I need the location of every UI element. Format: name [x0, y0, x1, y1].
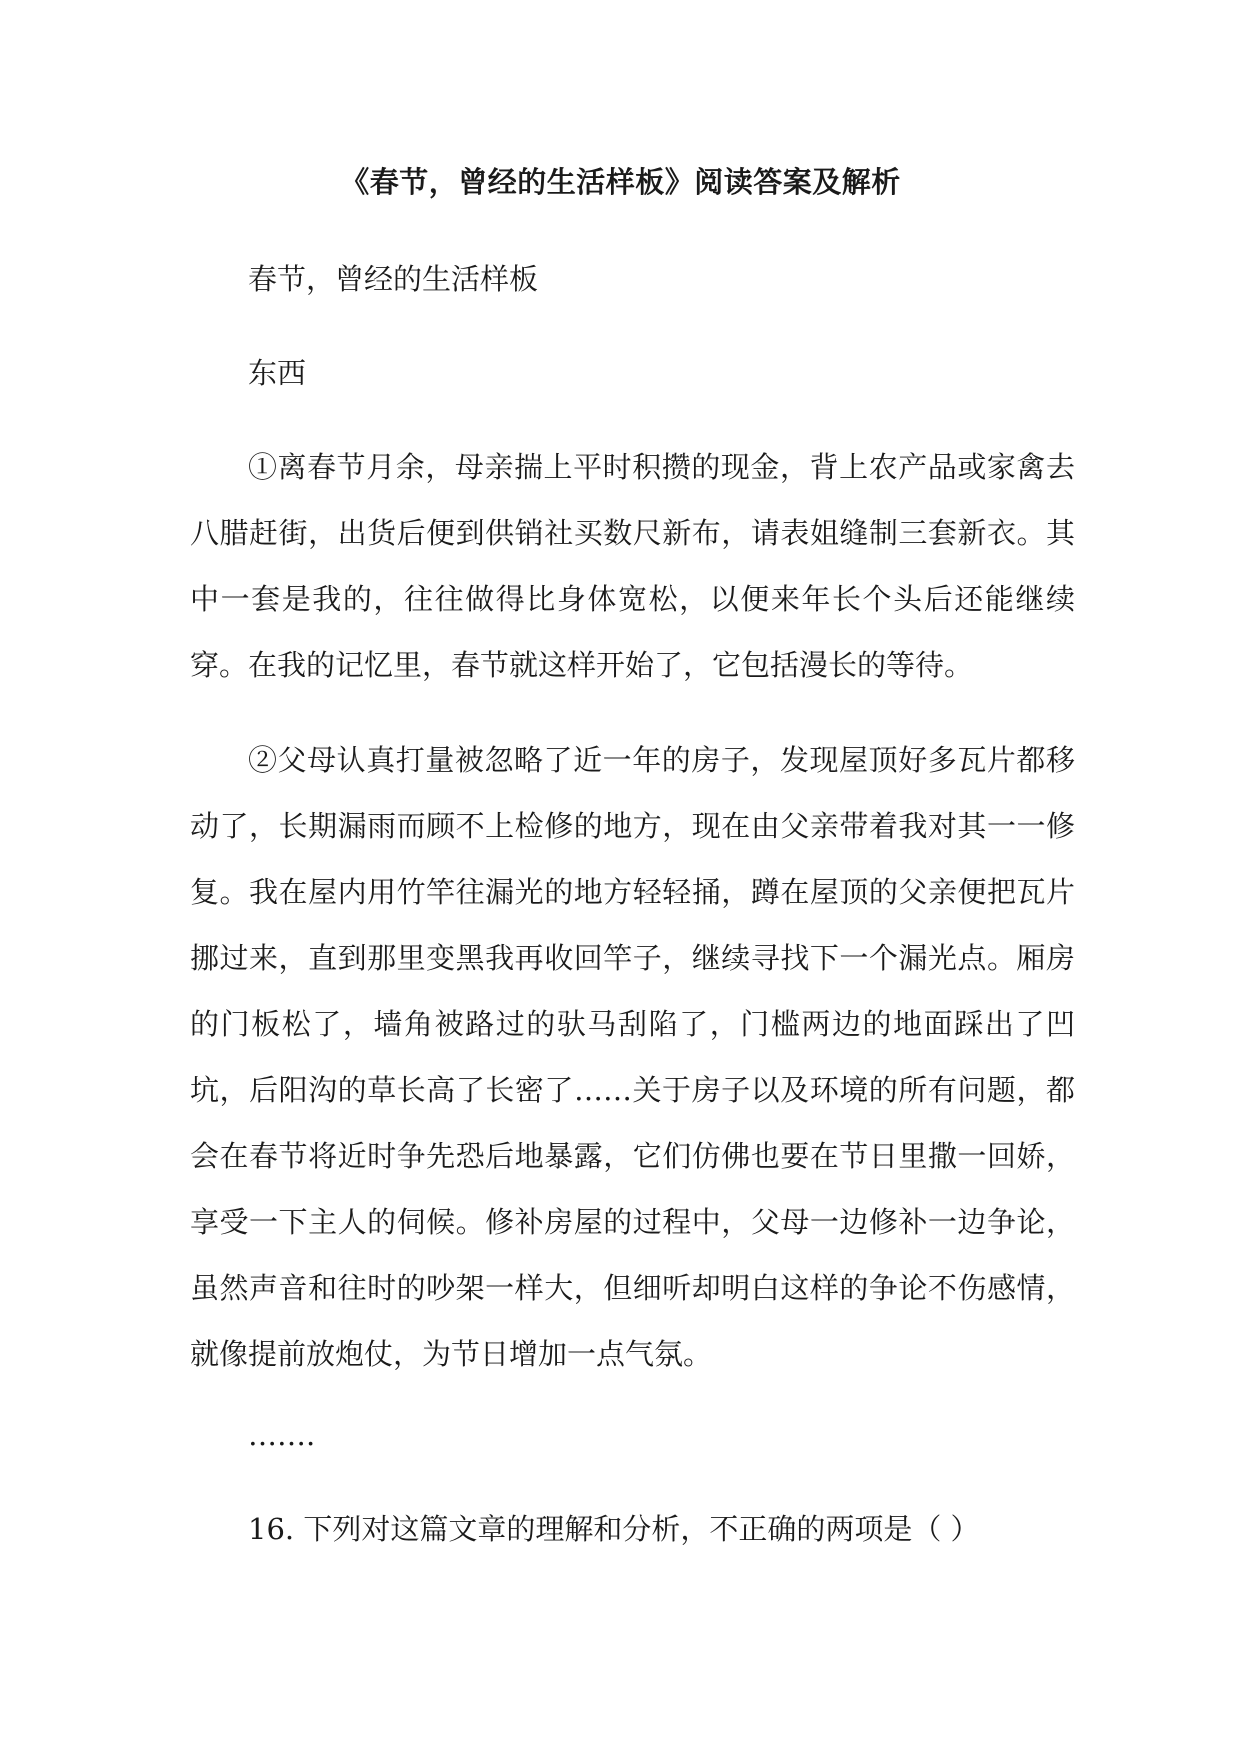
article-author: 东西 — [248, 356, 307, 390]
article-ellipsis: ……. — [248, 1418, 316, 1452]
paragraph-text: ①离春节月余，母亲揣上平时积攒的现金，背上农产品或家禽去八腊赶街，出货后便到供销社买数尺新布，请表姐缝制三套新衣。其中一套是我的，往往做得比身体宽松，以便来年长个头后还能继续穿。在我的记忆里，春节就这样开始了，它包括漫长的等待。 — [190, 450, 1075, 682]
paragraph-text: ②父母认真打量被忽略了近一年的房子，发现屋顶好多瓦片都移动了，长期漏雨而顾不上检修的地方，现在由父亲带着我对其一一修复。我在屋内用竹竿往漏光的地方轻轻捅，蹲在屋顶的父亲便把瓦片挪过来，直到那里变黑我再收回竿子，继续寻找下一个漏光点。厢房的门板松了，墙角被路过的驮马刮陷了，门槛两边的地面踩出了凹坑，后阳沟的草长高了长密了……关于房子以及环境的所有问题，都会在春节将近时争先恐后地暴露，它们仿佛也要在节日里撒一回娇，享受一下主人的伺候。修补房屋的过程中，父母一边修补一边争论，虽然声音和往时的吵架一样大，但细听却明白这样的争论不伤感情，就像提前放炮仗，为节日增加一点气氛。 — [190, 743, 1075, 1371]
question-16: 16. 下列对这篇文章的理解和分析，不正确的两项是（ ） — [248, 1512, 980, 1546]
article-subtitle: 春节，曾经的生活样板 — [248, 262, 539, 296]
article-paragraph-1 — [190, 434, 1075, 698]
article-paragraph-2 — [190, 727, 1075, 1387]
document-title: 《春节，曾经的生活样板》阅读答案及解析 — [340, 165, 901, 199]
